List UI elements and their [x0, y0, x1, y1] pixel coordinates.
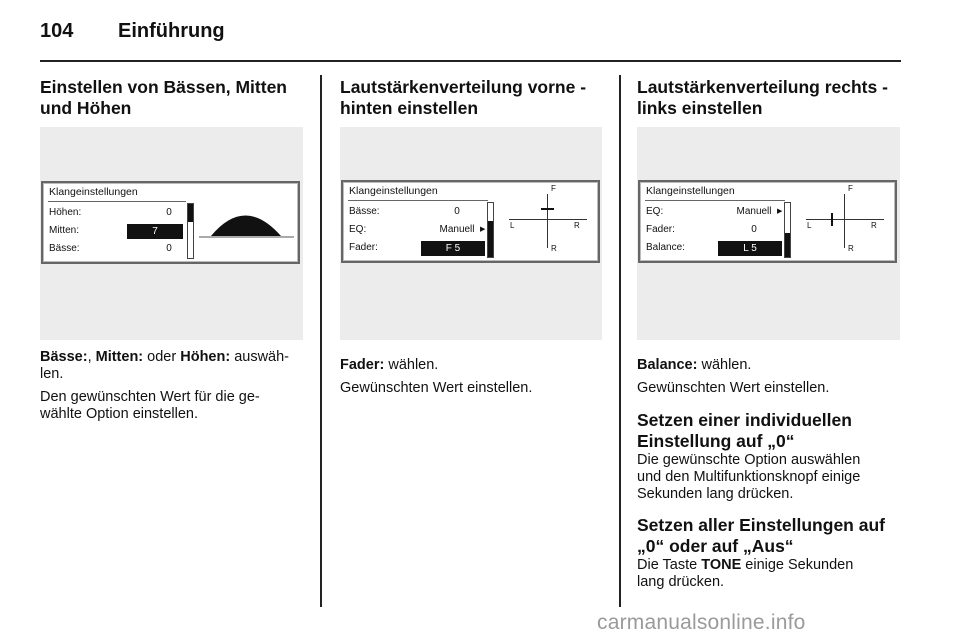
selected-value: 7: [127, 224, 183, 239]
scrollbar: [784, 202, 791, 258]
screen-title: Klangeinstellungen: [646, 185, 735, 197]
row-label: EQ:: [646, 206, 664, 217]
screen-title: Klangeinstellungen: [49, 186, 138, 198]
fader-balance-cross: [501, 184, 593, 259]
row-value: 0: [751, 224, 757, 235]
cross-horizontal-axis: [806, 219, 884, 220]
rear-label: R: [848, 244, 854, 253]
submenu-arrow-icon: ▶: [777, 208, 783, 215]
text-fragment: Die gewünschte Option auswählen: [637, 452, 861, 468]
scrollbar: [187, 203, 194, 259]
selected-value: F 5: [421, 241, 485, 256]
bold-term: Bässe:: [40, 349, 88, 365]
bold-term: Fader:: [340, 357, 385, 373]
text-fragment: auswäh-: [230, 349, 290, 365]
menu-row: [49, 206, 189, 220]
text-fragment: wählen.: [697, 357, 752, 373]
fader-marker: [541, 208, 554, 210]
instruction-paragraph: [637, 557, 919, 591]
scrollbar-thumb: [785, 233, 790, 257]
left-label: L: [807, 221, 812, 230]
bold-term: Höhen:: [180, 349, 231, 365]
column-divider-1: [320, 75, 322, 607]
header-rule: [40, 60, 901, 62]
scrollbar: [487, 202, 494, 258]
row-value: Manuell: [736, 206, 772, 217]
title-underline: [48, 201, 186, 202]
heading-line: Lautstärkenverteilung rechts -: [637, 77, 888, 97]
heading-line: hinten einstellen: [340, 98, 479, 118]
text-fragment: wählte Option einstellen.: [40, 406, 198, 422]
text-fragment: oder: [143, 349, 181, 365]
section-heading-reset-individual: [637, 410, 919, 452]
heading-line: links einstellen: [637, 98, 763, 118]
text-fragment: wählen.: [384, 357, 439, 373]
instruction-paragraph: [40, 389, 312, 423]
row-value: 0: [454, 206, 460, 217]
heading-line: „0“ oder auf „Aus“: [637, 536, 794, 556]
left-label: L: [510, 221, 515, 230]
row-label: Bässe:: [349, 206, 380, 217]
bold-term: TONE: [701, 557, 742, 573]
balance-marker: [831, 213, 833, 226]
instruction-paragraph: [637, 357, 919, 374]
display-screen: [341, 180, 600, 263]
scrollbar-thumb: [188, 204, 193, 222]
column-2-body: [340, 357, 612, 397]
section-heading-fader: [340, 77, 615, 119]
instruction-paragraph: [637, 452, 919, 503]
screenshot-balance-settings: [637, 127, 900, 340]
menu-row: [49, 242, 189, 256]
section-heading-bass-mid-treble: [40, 77, 310, 119]
row-label: Mitten:: [49, 225, 80, 236]
column-divider-2: [619, 75, 621, 607]
section-heading-reset-all: [637, 515, 919, 557]
submenu-arrow-icon: ▶: [480, 226, 486, 233]
menu-row: [349, 205, 489, 219]
front-label: F: [848, 184, 853, 193]
display-screen: [41, 181, 300, 264]
rear-label: R: [551, 244, 557, 253]
page-title: Einführung: [118, 20, 225, 42]
title-underline: [645, 200, 785, 201]
column-3: [637, 77, 917, 119]
page-number: 104: [40, 20, 74, 42]
scrollbar-thumb: [488, 221, 493, 257]
text-fragment: ,: [87, 349, 96, 365]
heading-line: Einstellung auf „0“: [637, 431, 795, 451]
cross-vertical-axis: [844, 194, 845, 248]
text-fragment: Die Taste: [637, 557, 702, 573]
title-underline: [348, 200, 488, 201]
selected-value: L 5: [718, 241, 782, 256]
menu-row: [646, 205, 786, 219]
cross-vertical-axis: [547, 194, 548, 248]
screen-title: Klangeinstellungen: [349, 185, 438, 197]
instruction-paragraph: Gewünschten Wert einstellen.: [637, 380, 830, 396]
row-label: Balance:: [646, 242, 685, 253]
row-label: Fader:: [349, 242, 378, 253]
text-fragment: und den Multifunktionsknopf einige: [637, 469, 861, 485]
row-label: Bässe:: [49, 243, 80, 254]
bold-term: Mitten:: [95, 349, 144, 365]
display-screen: [638, 180, 897, 263]
row-label: Fader:: [646, 224, 675, 235]
heading-line: Einstellen von Bässen, Mitten: [40, 77, 287, 97]
column-3-body: [637, 357, 919, 591]
watermark: carmanualsonline.info: [597, 611, 806, 634]
row-label: EQ:: [349, 224, 367, 235]
screenshot-tone-settings: [40, 127, 303, 340]
heading-line: Setzen aller Einstellungen auf: [637, 515, 885, 535]
column-1-body: [40, 349, 312, 423]
text-fragment: Den gewünschten Wert für die ge-: [40, 389, 260, 405]
cross-horizontal-axis: [509, 219, 587, 220]
instruction-paragraph: Gewünschten Wert einstellen.: [340, 380, 533, 396]
column-1: [40, 77, 310, 119]
fader-balance-cross: [798, 184, 890, 259]
instruction-paragraph: [340, 357, 612, 374]
column-2: [340, 77, 615, 119]
text-fragment: Sekunden lang drücken.: [637, 486, 794, 502]
right-label: R: [871, 221, 877, 230]
menu-row: [349, 223, 489, 237]
row-value: Manuell: [439, 224, 475, 235]
text-fragment: einige Sekunden: [741, 557, 854, 573]
right-label: R: [574, 221, 580, 230]
row-value: 0: [166, 207, 172, 218]
text-fragment: lang drücken.: [637, 574, 725, 590]
front-label: F: [551, 184, 556, 193]
row-label: Höhen:: [49, 207, 82, 218]
equalizer-curve-icon: [199, 203, 294, 239]
menu-row: [646, 223, 786, 237]
section-heading-balance: [637, 77, 917, 119]
heading-line: und Höhen: [40, 98, 132, 118]
heading-line: Lautstärkenverteilung vorne -: [340, 77, 587, 97]
bold-term: Balance:: [637, 357, 698, 373]
heading-line: Setzen einer individuellen: [637, 410, 852, 430]
row-value: 0: [166, 243, 172, 254]
text-fragment: len.: [40, 366, 64, 382]
page-header: [40, 18, 900, 48]
screenshot-fader-settings: [340, 127, 602, 340]
instruction-paragraph: [40, 349, 312, 383]
